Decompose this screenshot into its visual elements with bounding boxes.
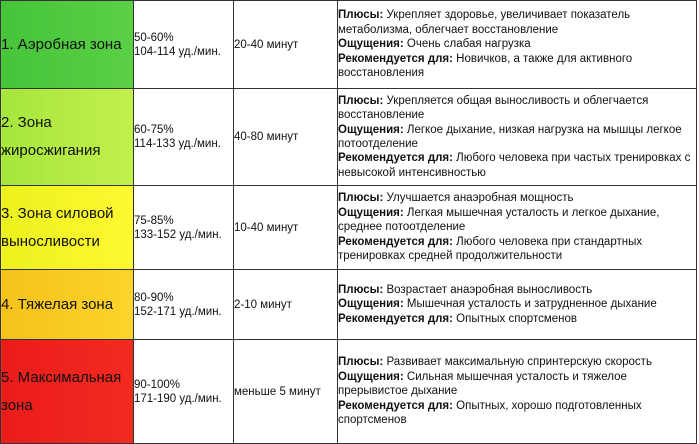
zone-row-5 xyxy=(1,340,697,444)
zone-percent: 90-100% xyxy=(134,378,181,391)
feel-label: Ощущения: xyxy=(338,206,404,219)
rec-label: Рекомендуется для: xyxy=(338,399,453,412)
feel-text: Очень слабая нагрузка xyxy=(406,38,531,51)
zone-row-3 xyxy=(1,186,697,270)
zone-name-cell: 1. Аэробная зона xyxy=(1,1,134,89)
zone-description xyxy=(338,270,697,340)
zone-bpm: 152-171 уд./мин. xyxy=(134,305,222,318)
pros-label: Плюсы: xyxy=(338,283,384,296)
pros-text: Возрастает анаэробная выносливость xyxy=(386,283,593,296)
zone-percent: 50-60% xyxy=(134,31,174,44)
rec-text: Опытных спортсменов xyxy=(456,312,578,325)
feel-text: Мышечная усталость и затрудненное дыхание xyxy=(406,298,657,311)
pros-text: Развивает максимальную спринтерскую скорость xyxy=(386,356,652,369)
zone-name-cell: 3. Зона силовой выносливости xyxy=(1,186,134,270)
zone-row-2 xyxy=(1,89,697,186)
feel-text: Легкая мышечная усталость и легкое дыхание, среднее потоотделение xyxy=(338,206,660,234)
pros-label: Плюсы: xyxy=(338,94,384,107)
zone-duration: 2-10 минут xyxy=(234,270,338,340)
zone-bpm: 104-114 уд./мин. xyxy=(134,45,221,58)
rec-text: Любого человека при стандартных тренировках средней продолжительности xyxy=(338,235,643,263)
zone-bpm: 114-133 уд./мин. xyxy=(134,138,221,150)
feel-text: Легкое дыхание, низкая нагрузка на мышцы легкое потоотделение xyxy=(338,123,682,150)
pulse-cell xyxy=(134,186,234,270)
zone-name-cell: 5. Максимальная зона xyxy=(1,340,134,444)
zone-duration: меньше 5 минут xyxy=(234,340,338,444)
feel-label: Ощущения: xyxy=(338,38,404,51)
zone-duration: 20-40 минут xyxy=(234,1,338,89)
zone-description xyxy=(338,340,697,444)
zone-description xyxy=(338,89,697,186)
pulse-cell xyxy=(134,1,234,89)
zone-percent: 80-90% xyxy=(134,291,174,304)
rec-label: Рекомендуется для: xyxy=(338,52,453,65)
feel-label: Ощущения: xyxy=(338,370,404,383)
zone-percent: 75-85% xyxy=(134,214,174,227)
zone-bpm: 171-190 уд./мин. xyxy=(134,392,222,405)
zone-bpm: 133-152 уд./мин. xyxy=(134,228,222,241)
zone-name-cell: 4. Тяжелая зона xyxy=(1,270,134,340)
feel-label: Ощущения: xyxy=(338,123,404,136)
rec-text: Новичков, а также для активного восстановления xyxy=(338,52,633,80)
pulse-cell xyxy=(134,340,234,444)
zone-duration: 10-40 минут xyxy=(234,186,338,270)
zone-description xyxy=(338,1,697,89)
pulse-cell xyxy=(134,89,234,186)
pros-label: Плюсы: xyxy=(338,192,384,205)
rec-text: Любого человека при частых тренировках с невысокой интенсивностью xyxy=(338,152,691,179)
zone-row-1 xyxy=(1,1,697,89)
rec-label: Рекомендуется для: xyxy=(338,235,453,248)
feel-text: Сильная мышечная усталость и тяжелое прерывистое дыхание xyxy=(338,370,627,398)
rec-text: Опытных, хорошо подготовленных спортсменов xyxy=(338,399,642,427)
zone-description xyxy=(338,186,697,270)
pros-text: Укрепляется общая выносливость и облегчается восстановление xyxy=(338,94,649,122)
rec-label: Рекомендуется для: xyxy=(338,152,453,165)
zone-percent: 60-75% xyxy=(134,124,174,136)
pulse-cell xyxy=(134,270,234,340)
pros-text: Укрепляет здоровье, увеличивает показатель метаболизма, облегчает восстановление xyxy=(338,9,631,36)
zone-duration: 40-80 минут xyxy=(234,89,338,186)
feel-label: Ощущения: xyxy=(338,298,404,311)
pros-label: Плюсы: xyxy=(338,356,384,369)
zone-name-cell: 2. Зона жиросжигания xyxy=(1,89,134,186)
pros-label: Плюсы: xyxy=(338,9,384,22)
zone-row-4 xyxy=(1,270,697,340)
pros-text: Улучшается анаэробная мощность xyxy=(386,192,574,205)
rec-label: Рекомендуется для: xyxy=(338,312,453,325)
